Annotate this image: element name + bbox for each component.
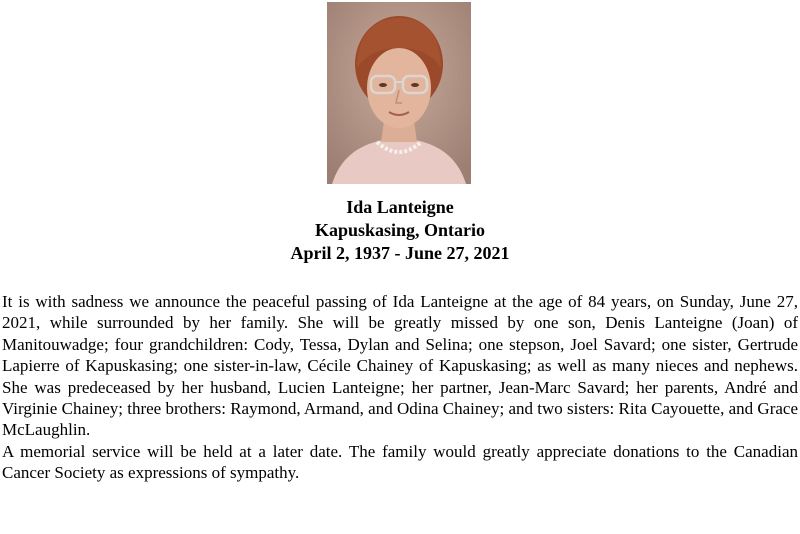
portrait-photo	[327, 2, 471, 184]
obituary-heading	[0, 196, 800, 265]
obituary-paragraph-2: A memorial service will be held at a later date. The family would greatly appreciate donations to the Canadian Cancer Society as expressions of sympathy.	[2, 441, 798, 483]
obituary-paragraph-1: It is with sadness we announce the peaceful passing of Ida Lanteigne at the age of 84 years, on Sunday, June 27, 2021, while surrounded by her family. She will be greatly missed by one son, Denis Lanteigne (Joan) of Manitouwadge; four grandchildren: Cody, Tessa, Dylan and Selina; one stepson, Joel Savard; one sister, Gertrude Lapierre of Kapuskasing; one sister-in-law, Cécile Chainey of Kapuskasing; as well as many nieces and nephews. She was predeceased by her husband, Lucien Lanteigne; her partner, Jean-Marc Savard; her parents, André and Virginie Chainey; three brothers: Raymond, Armand, and Odina Chainey; and two sisters: Rita Cayouette, and Grace McLaughlin.	[2, 292, 798, 440]
portrait-illustration	[327, 2, 471, 184]
deceased-location: Kapuskasing, Ontario	[314, 220, 486, 240]
deceased-name: Ida Lanteigne	[346, 197, 454, 217]
life-dates: April 2, 1937 - June 27, 2021	[290, 243, 510, 263]
obituary-body	[2, 291, 798, 484]
